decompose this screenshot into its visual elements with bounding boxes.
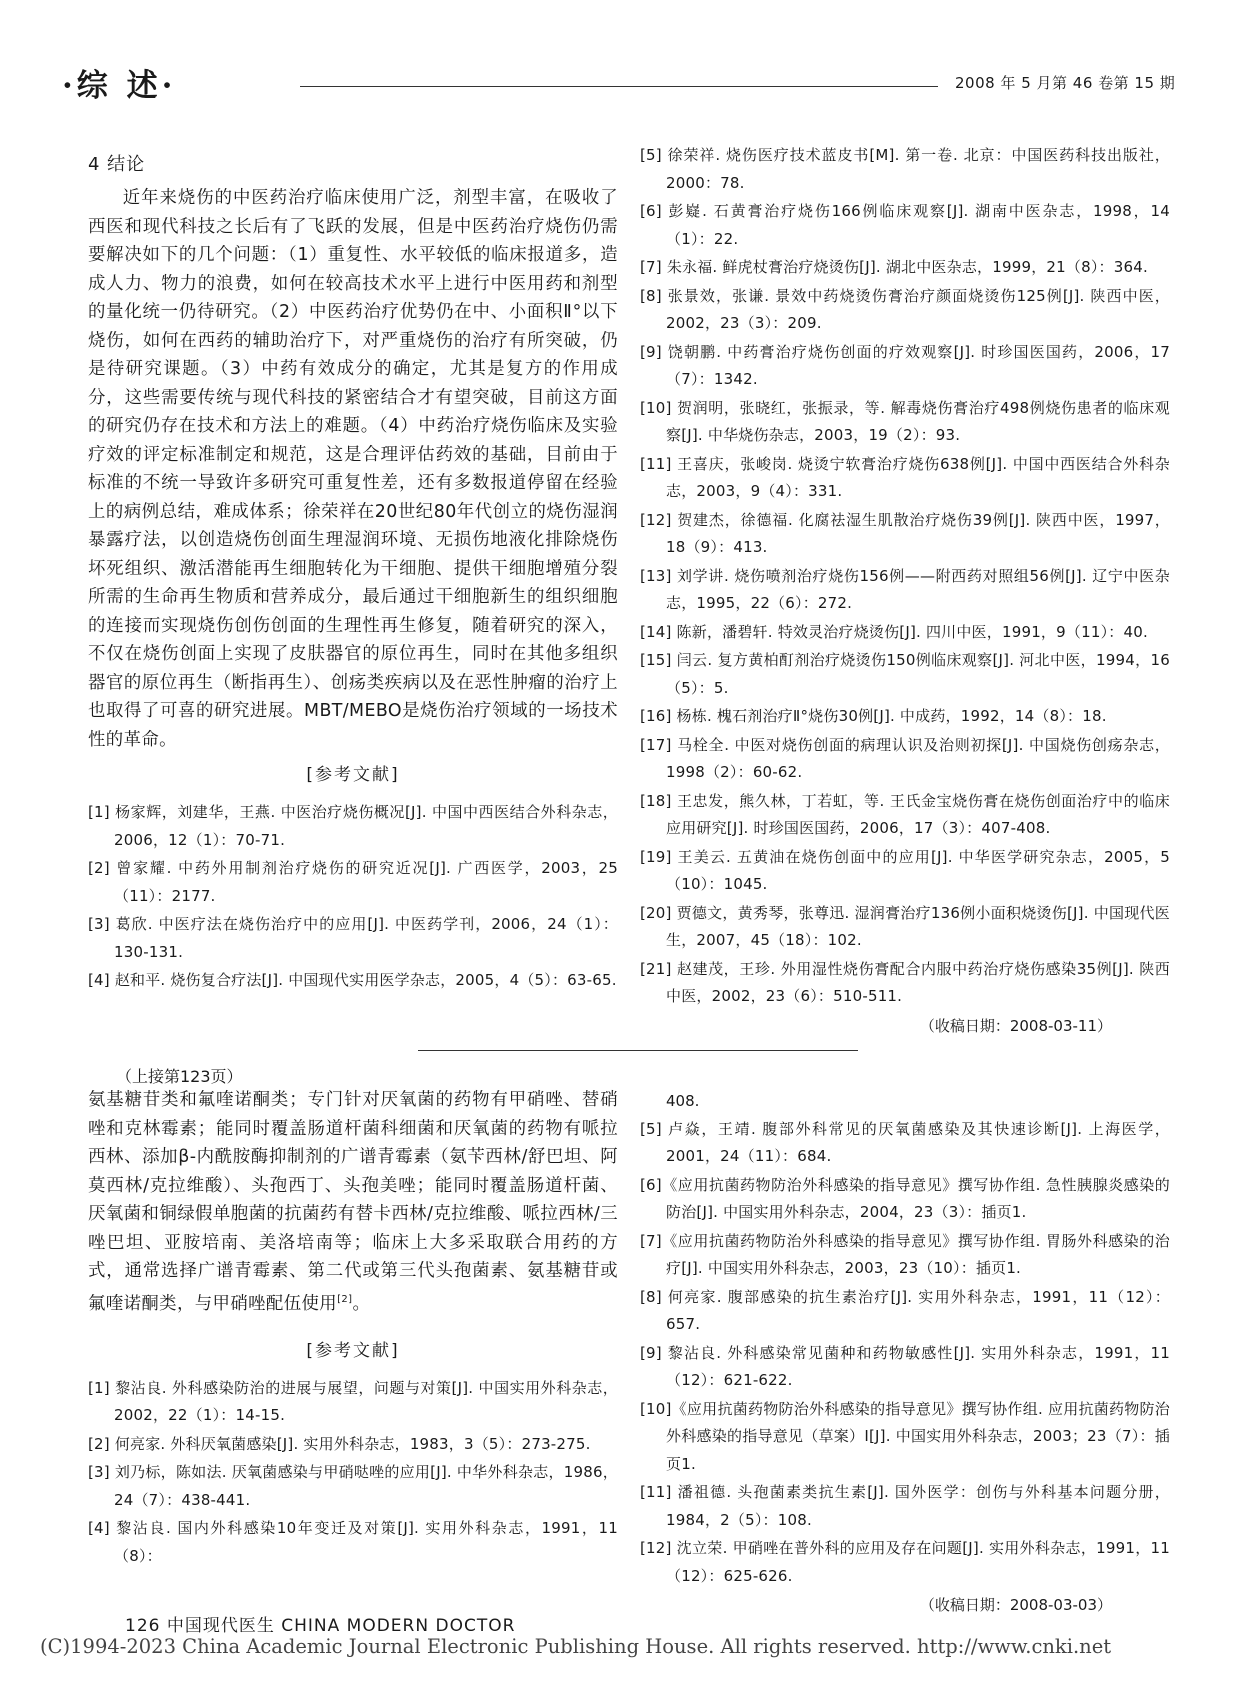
article-top-left-column	[88, 142, 618, 996]
page-footer: 126 中国现代医生 CHINA MODERN DOCTOR	[125, 1616, 516, 1636]
references-title: [参考文献]	[306, 765, 400, 785]
reference-item: [7] 朱永福. 鲜虎杖膏治疗烧烫伤[J]. 湖北中医杂志，1999，21（8）：364.	[640, 258, 1148, 276]
reference-item: [19] 王美云. 五黄油在烧伤创面中的应用[J]. 中华医学研究杂志，2005，5（10）：1045.	[640, 847, 1170, 893]
reference-item: [9] 饶朝鹏. 中药膏治疗烧伤创面的疗效观察[J]. 时珍国医国药，2006，17（7）：1342.	[640, 342, 1170, 388]
reference-item: [8] 何亮家. 腹部感染的抗生素治疗[J]. 实用外科杂志，1991，11（12）：657.	[640, 1287, 1170, 1333]
reference-item: [15] 闫云. 复方黄柏酊剂治疗烧烫伤150例临床观察[J]. 河北中医，1994，16（5）：5.	[640, 651, 1170, 697]
reference-item: [1] 杨家辉，刘建华，王燕. 中医治疗烧伤概况[J]. 中国中西医结合外科杂志，2006，12（1）：70-71.	[88, 803, 618, 849]
reference-item: [18] 王忠发，熊久林，丁若虹，等. 王氏金宝烧伤膏在烧伤创面治疗中的临床应用研究[J]. 时珍国医国药，2006，17（3）：407-408.	[640, 791, 1170, 837]
reference-item: [5] 卢焱，王靖. 腹部外科常见的厌氧菌感染及其快速诊断[J]. 上海医学，2001，24（11）：684.	[640, 1119, 1170, 1165]
article-bottom-right-column	[640, 1088, 1170, 1615]
continued-from-note: （上接第123页）	[116, 1067, 243, 1086]
reference-item: [6] 彭嶷. 石黄膏治疗烧伤166例临床观察[J]. 湖南中医杂志，1998，14（1）：22.	[640, 202, 1170, 248]
reference-item: [4] 黎沾良. 国内外科感染10年变迁及对策[J]. 实用外科杂志，1991，11（8）：	[88, 1519, 618, 1565]
reference-item: [21] 赵建茂，王珍. 外用湿性烧伤膏配合内服中药治疗烧伤感染35例[J]. 陕西中医，2002，23（6）：510-511.	[640, 959, 1170, 1005]
reference-list	[640, 142, 1170, 1011]
section-heading-conclusion: 4 结论	[88, 154, 146, 175]
reference-item: [3] 刘乃标，陈如法. 厌氧菌感染与甲硝哒唑的应用[J]. 中华外科杂志，1986，24（7）：438-441.	[88, 1463, 618, 1509]
reference-item: [2] 曾家耀. 中药外用制剂治疗烧伤的研究近况[J]. 广西医学，2003，25（11）：2177.	[88, 859, 618, 905]
citation-marker: [2]	[337, 1293, 353, 1305]
reference-item: [13] 刘学讲. 烧伤喷剂治疗烧伤156例——附西药对照组56例[J]. 辽宁中医杂志，1995，22（6）：272.	[640, 566, 1170, 612]
reference-item: [4] 赵和平. 烧伤复合疗法[J]. 中国现代实用医学杂志，2005，4（5）：63-65.	[88, 971, 617, 989]
reference-item: [7]《应用抗菌药物防治外科感染的指导意见》撰写协作组. 胃肠外科感染的治疗[J]. 中国实用外科杂志，2003，23（10）：插页1.	[640, 1231, 1170, 1277]
continued-paragraph	[88, 1086, 618, 1318]
reference-list	[640, 1116, 1170, 1591]
reference-item: [12] 沈立荣. 甲硝唑在普外科的应用及存在问题[J]. 实用外科杂志，1991，11（12）：625-626.	[640, 1539, 1170, 1585]
reference-item: [1] 黎沾良. 外科感染防治的进展与展望，问题与对策[J]. 中国实用外科杂志，2002，22（1）：14-15.	[88, 1378, 618, 1425]
reference-item: [3] 葛欣. 中医疗法在烧伤治疗中的应用[J]. 中医药学刊，2006，24（1）：130-131.	[88, 915, 618, 961]
header-rule	[300, 86, 938, 87]
reference-item: [10]《应用抗菌药物防治外科感染的指导意见》撰写协作组. 应用抗菌药物防治外科感染的指导意见（草案）Ⅰ[J]. 中国实用外科杂志，2003；23（7）：插页1.	[640, 1399, 1170, 1473]
reference-item: [12] 贺建杰，徐德福. 化腐祛湿生肌散治疗烧伤39例[J]. 陕西中医，1997，18（9）：413.	[640, 510, 1170, 556]
received-date: （收稿日期：2008-03-03）	[919, 1596, 1112, 1614]
reference-item: [8] 张景效，张谦. 景效中药烧烫伤膏治疗颜面烧烫伤125例[J]. 陕西中医，2002，23（3）：209.	[640, 286, 1170, 332]
reference-item: [2] 何亮家. 外科厌氧菌感染[J]. 实用外科杂志，1983，3（5）：273-275.	[88, 1434, 591, 1453]
reference-item: [16] 杨栋. 槐石剂治疗Ⅱ°烧伤30例[J]. 中成药，1992，14（8）：18.	[640, 707, 1107, 725]
copyright-notice: (C)1994-2023 China Academic Journal Electronic Publishing House. All rights reserved. http://www.cnki.net	[40, 1635, 1112, 1658]
reference-list	[88, 799, 618, 995]
issue-info: 2008 年 5 月第 46 卷第 15 期	[955, 74, 1176, 92]
reference-item: [10] 贺润明，张晓红，张振录，等. 解毒烧伤膏治疗498例烧伤患者的临床观察[J]. 中华烧伤杂志，2003，19（2）：93.	[640, 398, 1170, 444]
reference-item: [5] 徐荣祥. 烧伤医疗技术蓝皮书[M]. 第一卷. 北京：中国医药科技出版社，2000：78.	[640, 146, 1170, 192]
received-date: （收稿日期：2008-03-11）	[919, 1016, 1112, 1035]
reference-continuation: 408.	[666, 1092, 700, 1110]
continued-paragraph-text: 氨基糖苷类和氟喹诺酮类；专门针对厌氧菌的药物有甲硝唑、替硝唑和克林霉素；能同时覆盖肠道杆菌科细菌和厌氧菌的药物有哌拉西林、添加β-内酰胺酶抑制剂的广谱青霉素（氨苄西林/舒巴坦、阿莫西林/克拉维酸）、头孢西丁、头孢美唑；能同时覆盖肠道杆菌、厌氧菌和铜绿假单胞菌的抗菌药有替卡西林/克拉维酸、哌拉西林/三唑巴坦、亚胺培南、美洛培南等；临床上大多采取联合用药的方式，通常选择广谱青霉素、第二代或第三代头孢菌素、氨基糖苷或氟喹诺酮类，与甲硝唑配伍使用	[88, 1090, 618, 1314]
reference-item: [11] 潘祖德. 头孢菌素类抗生素[J]. 国外医学：创伤与外科基本问题分册，1984，2（5）：108.	[640, 1483, 1170, 1529]
reference-item: [14] 陈新，潘碧轩. 特效灵治疗烧烫伤[J]. 四川中医，1991，9（11）：40.	[640, 622, 1148, 641]
paragraph-end: 。	[352, 1293, 371, 1314]
reference-item: [20] 贾德文，黄秀琴，张尊迅. 湿润膏治疗136例小面积烧烫伤[J]. 中国现代医生，2007，45（18）：102.	[640, 903, 1170, 949]
reference-item: [6]《应用抗菌药物防治外科感染的指导意见》撰写协作组. 急性胰腺炎感染的防治[J]. 中国实用外科杂志，2004，23（3）：插页1.	[640, 1175, 1170, 1221]
article-bottom-left-column	[88, 1086, 618, 1571]
section-tag: ·综 述·	[62, 68, 177, 104]
reference-item: [9] 黎沾良. 外科感染常见菌种和药物敏感性[J]. 实用外科杂志，1991，11（12）：621-622.	[640, 1343, 1170, 1389]
conclusion-paragraph: 近年来烧伤的中医药治疗临床使用广泛，剂型丰富，在吸收了西医和现代科技之长后有了飞跃的发展，但是中医药治疗烧伤仍需要解决如下的几个问题：（1）重复性、水平较低的临床报道多，造成人力、物力的浪费，如何在较高技术水平上进行中医用药和剂型的量化统一仍待研究。（2）中医药治疗优势仍在中、小面积Ⅱ°以下烧伤，如何在西药的辅助治疗下，对严重烧伤的治疗有所突破，仍是待研究课题。（3）中药有效成分的确定，尤其是复方的作用成分，这些需要传统与现代科技的紧密结合才有望突破，目前这方面的研究仍存在技术和方法上的难题。（4）中药治疗烧伤临床及实验疗效的评定标准制定和规范，这是合理评估药效的基础，目前由于标准的不统一导致许多研究可重复性差，还有多数报道停留在经验上的病例总结，难成体系；徐荣祥在20世纪80年代创立的烧伤湿润暴露疗法，以创造烧伤创面生理湿润环境、无损伤地液化排除烧伤坏死组织、激活潜能再生细胞转化为干细胞、提供干细胞增殖分裂所需的生命再生物质和营养成分，最后通过干细胞新生的组织细胞的连接而实现烧伤创伤创面的生理性再生修复，随着研究的深入，不仅在烧伤创面上实现了皮肤器官的原位再生，同时在其他多组织器官的原位再生（断指再生）、创疡类疾病以及在恶性肿瘤的治疗上也取得了可喜的研究进展。MBT/MEBO是烧伤治疗领域的一场技术性的革命。	[88, 188, 618, 750]
references-title: [参考文献]	[306, 1340, 400, 1361]
article-divider	[418, 1050, 858, 1051]
reference-item: [17] 马栓全. 中医对烧伤创面的病理认识及治则初探[J]. 中国烧伤创疡杂志，1998（2）：60-62.	[640, 735, 1170, 781]
reference-item: [11] 王喜庆，张峻岗. 烧烫宁软膏治疗烧伤638例[J]. 中国中西医结合外科杂志，2003，9（4）：331.	[640, 454, 1170, 500]
reference-list	[88, 1375, 618, 1571]
article-top-right-column	[640, 142, 1170, 1036]
